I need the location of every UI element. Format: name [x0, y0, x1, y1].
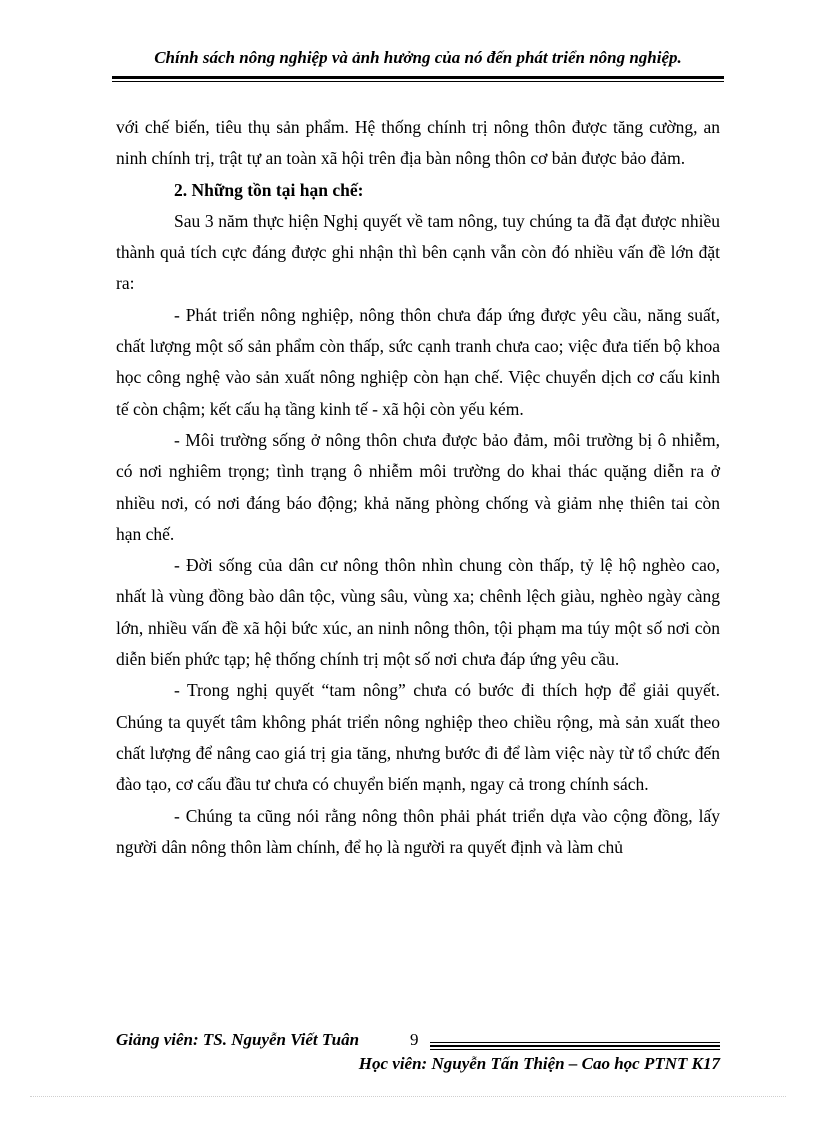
paragraph-bullet-community: - Chúng ta cũng nói rằng nông thôn phải phát triển dựa vào cộng đồng, lấy người dân nông thôn làm chính, để họ là người ra quyết định và làm chủ — [116, 805, 720, 857]
footer-rule-top — [430, 1042, 720, 1043]
paragraph-bullet-living-standards: - Đời sống của dân cư nông thôn nhìn chung còn thấp, tỷ lệ hộ nghèo cao, nhất là vùng đồng bào dân tộc, vùng sâu, vùng xa; chênh lệch giàu, nghèo ngày càng lớn, nhiều vấn đề xã hội bức xúc, an ninh nông thôn, tội phạm ma túy một số nơi còn diễn biến phức tạp; hệ thống chính trị một số nơi chưa đáp ứng yêu cầu. — [116, 555, 720, 670]
section-heading: 2. Những tồn tại hạn chế: — [174, 179, 364, 200]
paragraph-bullet-environment: - Môi trường sống ở nông thôn chưa được bảo đảm, môi trường bị ô nhiễm, có nơi nghiêm trọng; tình trạng ô nhiễm môi trường do khai thác quặng diễn ra ở nhiều nơi, có nơi đáng báo động; khả năng phòng chống và giảm nhẹ thiên tai còn hạn chế. — [116, 429, 720, 544]
paragraph-intro: Sau 3 năm thực hiện Nghị quyết về tam nông, tuy chúng ta đã đạt được nhiều thành quả tích cực đáng được ghi nhận thì bên cạnh vẫn còn đó nhiều vấn đề lớn đặt ra: — [116, 210, 720, 294]
document-body — [116, 112, 720, 863]
footer-student: Học viên: Nguyễn Tấn Thiện – Cao học PTNT K17 — [358, 1054, 720, 1073]
paragraph-bullet-tam-nong: - Trong nghị quyết “tam nông” chưa có bước đi thích hợp để giải quyết. Chúng ta quyết tâm không phát triển nông nghiệp theo chiều rộng, mà sản xuất theo chất lượng để nâng cao giá trị gia tăng, nhưng bước đi để làm việc này từ tổ chức đến đào tạo, cơ cấu đầu tư chưa có chuyển biến mạnh, ngay cả trong chính sách. — [116, 680, 720, 795]
footer-rule-bottom — [430, 1049, 720, 1050]
footer-lecturer: Giảng viên: TS. Nguyễn Viết Tuân — [116, 1030, 360, 1049]
header-rule-thick — [112, 76, 724, 79]
paragraph-continuation: với chế biến, tiêu thụ sản phẩm. Hệ thống chính trị nông thôn được tăng cường, an ninh chính trị, trật tự an toàn xã hội trên địa bàn nông thôn cơ bản được bảo đảm. — [116, 117, 720, 169]
header-rule-thin — [112, 81, 724, 82]
footer-rule-middle — [430, 1045, 720, 1047]
page-edge-dotted-line — [30, 1096, 786, 1097]
paragraph-bullet-development: - Phát triển nông nghiệp, nông thôn chưa đáp ứng được yêu cầu, năng suất, chất lượng một số sản phẩm còn thấp, sức cạnh tranh chưa cao; việc đưa tiến bộ khoa học công nghệ vào sản xuất nông nghiệp còn hạn chế. Việc chuyển dịch cơ cấu kinh tế còn chậm; kết cấu hạ tầng kinh tế - xã hội còn yếu kém. — [116, 304, 720, 419]
page-header-title: Chính sách nông nghiệp và ảnh hưởng của nó đến phát triển nông nghiệp. — [154, 48, 682, 67]
page-number: 9 — [410, 1030, 419, 1049]
